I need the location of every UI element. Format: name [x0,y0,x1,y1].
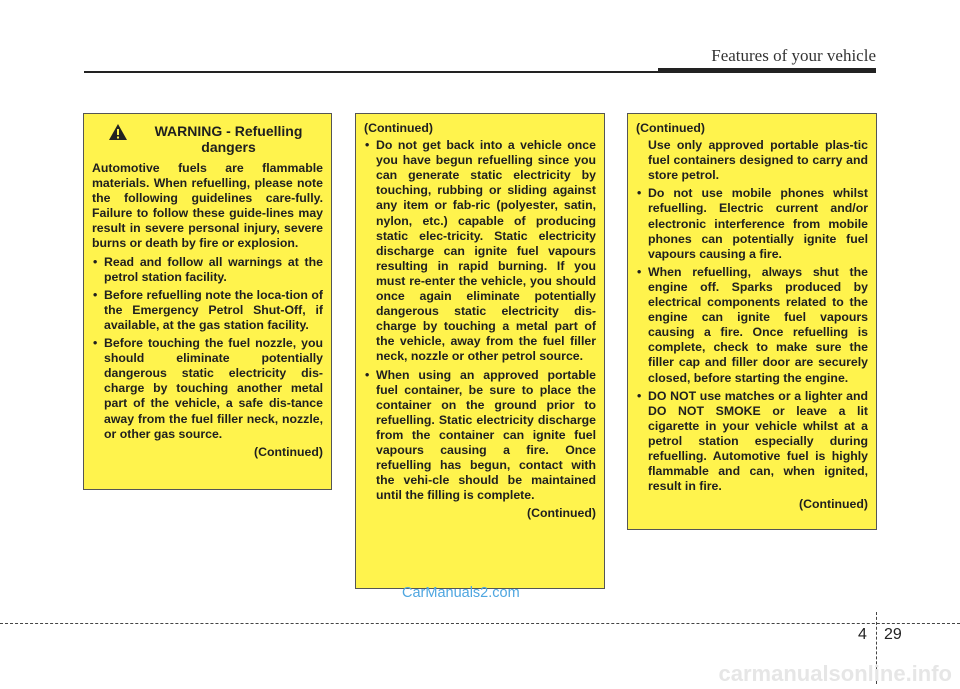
header-rule-accent [658,68,876,73]
continued-label: (Continued) [254,444,323,459]
page-header-title: Features of your vehicle [711,46,876,65]
continued-label: (Continued) [636,121,705,135]
continued-label: (Continued) [364,121,433,135]
warning-intro: Automotive fuels are flammable materials. When refuelling, please note the following guidelines care-fully. Failure to follow these guide-lines may result in severe personal injury, severe burns or death by fire or explosion. [92,161,323,251]
continued-label: (Continued) [799,497,868,512]
list-item: • DO NOT use matches or a lighter and DO NOT SMOKE or leave a lit cigarette in your vehicle whilst at a petrol station especially during refuelling. Automotive fuel is highly flammable and can, when ignited, result in fire. [636,389,868,495]
continuation-text: Use only approved portable plas-tic fuel containers designed to carry and store petrol. [648,138,868,183]
list-item: • Before touching the fuel nozzle, you should eliminate potentially dangerous static electricity dis-charge by touching another metal part of the vehicle, a safe dis-tance away from the fuel filler neck, nozzle, or other gas source. [92,336,323,442]
warning-box-2 [355,113,605,589]
warning-triangle-icon [108,123,128,141]
list-item: • Read and follow all warnings at the petrol station facility. [92,255,323,285]
watermark-link[interactable]: CarManuals2.com [402,585,520,601]
continued-label: (Continued) [527,506,596,521]
list-item: • Do not get back into a vehicle once you have begun refuelling since you can generate static electricity by touching, rubbing or sliding against any item or fab-ric (polyester, satin, nylon, etc.) capable of producing static elec-tricity. Static electricity discharge can ignite fuel vapours resulting in rapid burning. If you must re-enter the vehicle, you should once again eliminate potentially dangerous static electricity dis-charge by touching a metal part of the vehicle, away from the fuel filler neck, nozzle or other petrol source. [364,138,596,364]
bullet-list [636,186,868,494]
warning-box-3 [627,113,877,530]
warning-heading [92,123,323,155]
list-item: • Do not use mobile phones whilst refuelling. Electric current and/or electronic interference from mobile phones can potentially ignite fuel vapours causing a fire. [636,186,868,261]
chapter-number: 4 [858,626,867,643]
list-item: • When refuelling, always shut the engine off. Sparks produced by electrical components related to the engine can ignite fuel vapours causing a fire. Once refuelling is complete, check to make sure the filler cap and filler door are securely closed, before starting the engine. [636,265,868,386]
warning-title: WARNING - Refuelling dangers [154,123,303,155]
bullet-list [92,255,323,442]
site-watermark: carmanualsonline.info [718,661,952,686]
footer-rule [0,623,960,624]
list-item: • Before refuelling note the loca-tion of the Emergency Petrol Shut-Off, if available, at the gas station facility. [92,288,323,333]
warning-box-1 [83,113,332,490]
list-item: • When using an approved portable fuel container, be sure to place the container on the ground prior to refuelling. Static electricity discharge from the container can ignite fuel vapours causing a fire. Once refuelling has begun, contact with the vehi-cle should be maintained until the filling is complete. [364,368,596,504]
bullet-list [364,138,596,503]
page-number: 29 [884,626,902,643]
